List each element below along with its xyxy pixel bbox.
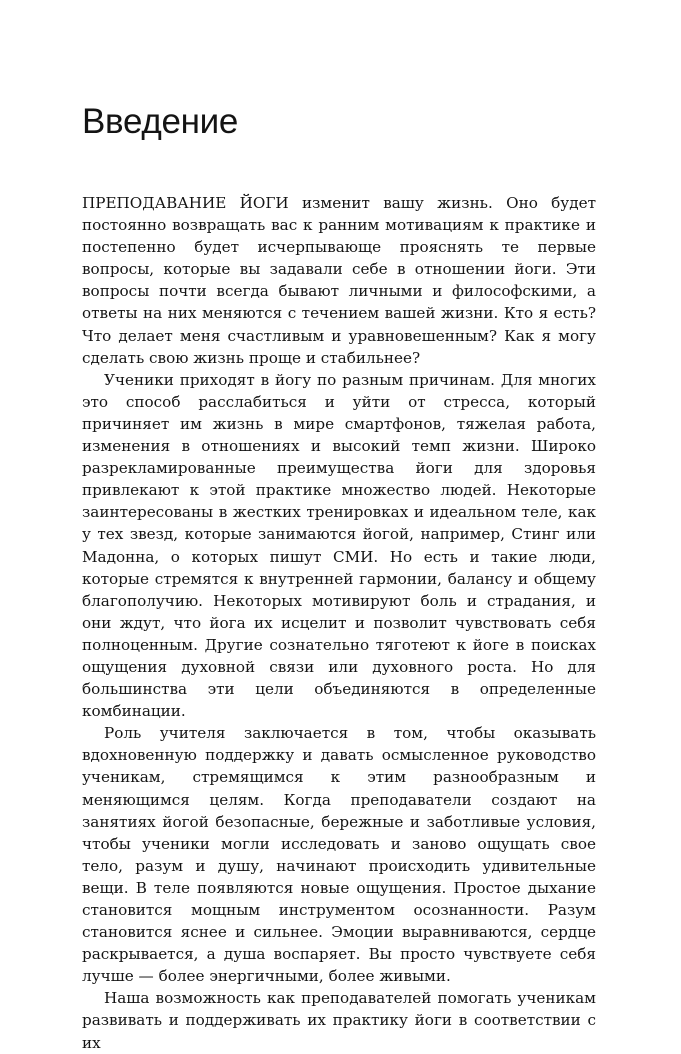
paragraph-1 — [82, 192, 596, 369]
paragraph-3: Роль учителя заключается в том, чтобы оказывать вдохновенную поддержку и давать осмысленное руководство ученикам, стремящимся к этим разнообразным и меняющимся целям. Когда преподаватели создают на занятиях йогой безопасные, бережные и заботливые условия, чтобы ученики могли исследовать и заново ощущать свое тело, разум и душу, начинают происходить удивительные вещи. В теле появляются новые ощущения. Простое дыхание становится мощным инструментом осознанности. Разум становится яснее и сильнее. Эмоции выравниваются, сердце раскрывается, а душа воспаряет. Вы просто чувствуете себя лучше — более энергичными, более живыми. — [82, 724, 596, 986]
paragraph-4: Наша возможность как преподавателей помогать ученикам развивать и поддерживать их практику йоги в соответствии с их — [82, 989, 596, 1052]
paragraph-1-lead: ПРЕПОДАВАНИЕ ЙОГИ — [82, 194, 289, 212]
chapter-body — [82, 192, 596, 1054]
paragraph-2: Ученики приходят в йогу по разным причинам. Для многих это способ расслабиться и уйти от стресса, который причиняет им жизнь в мире смартфонов, тяжелая работа, изменения в отношениях и высокий темп жизни. Широко разрекламированные преимущества йоги для здоровья привлекают к этой практике множество людей. Некоторые заинтересованы в жестких тренировках и идеальном теле, как у тех звезд, которые занимаются йогой, например, Стинг или Мадонна, о которых пишут СМИ. Но есть и такие люди, которые стремятся к внутренней гармонии, балансу и общему благополучию. Некоторых мотивируют боль и страдания, и они ждут, что йога их исцелит и позволит чувствовать себя полноценным. Другие сознательно тяготеют к йоге в поисках ощущения духовной связи или духовного роста. Но для большинства эти цели объединяются в определенные комбинации. — [82, 370, 596, 721]
chapter-title: Введение — [82, 102, 239, 141]
paragraph-1-text: изменит вашу жизнь. Оно будет постоянно возвращать вас к ранним мотивациям к практике и постепенно будет исчерпывающе прояснять те первые вопросы, которые вы задавали себе в отношении йоги. Эти вопросы почти всегда бывают личными и философскими, а ответы на них меняются с течением вашей жизни. Кто я есть? Что делает меня счастливым и уравновешенным? Как я могу сделать свою жизнь проще и стабильнее? — [82, 194, 596, 367]
